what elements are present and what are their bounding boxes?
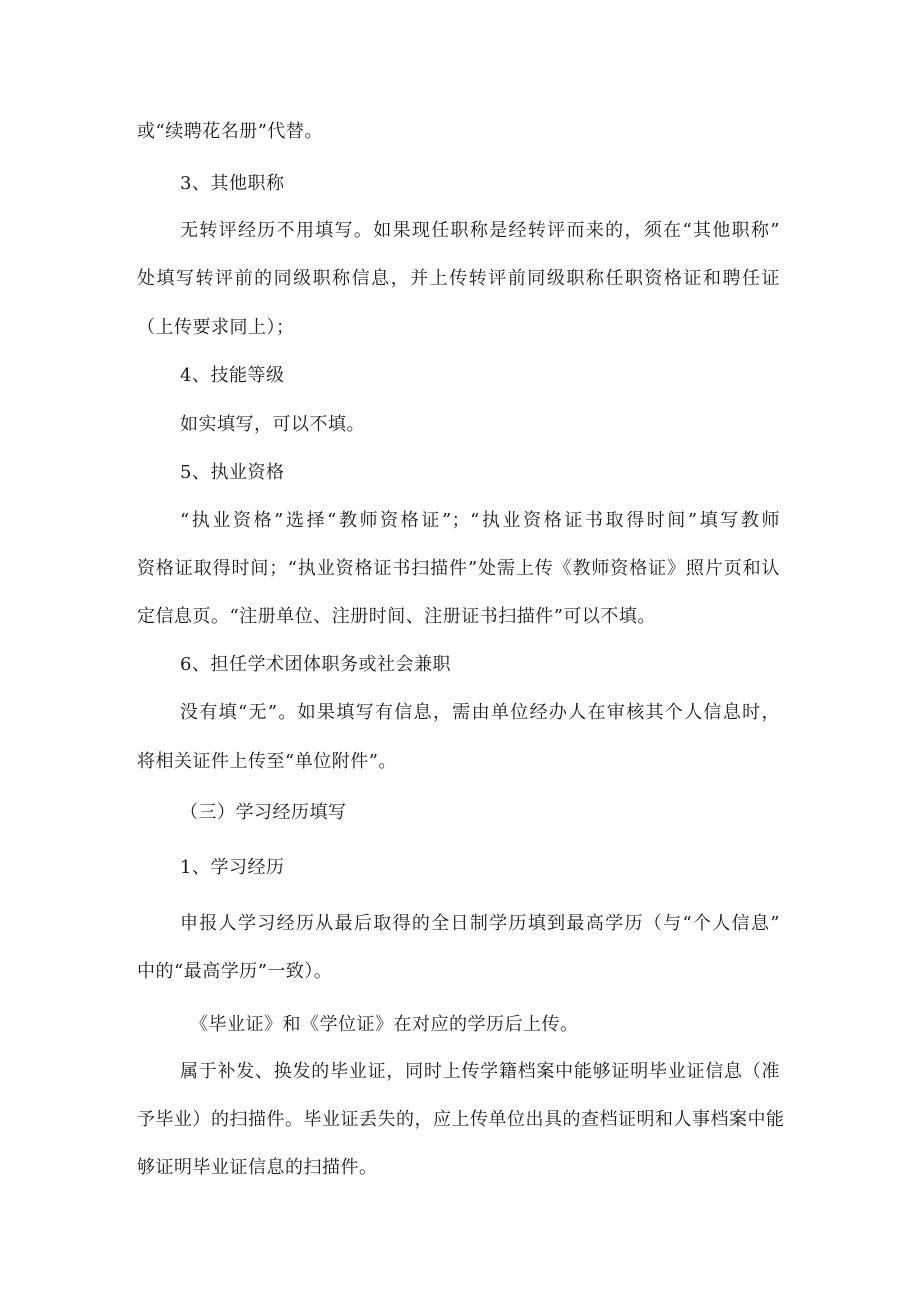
- paragraph-line: 没有填“无”。如果填写有信息，需由单位经办人在审核其个人信息时，: [180, 702, 780, 723]
- section-heading: 6、担任学术团体职务或社会兼职: [180, 654, 451, 675]
- paragraph-line: 或“续聘花名册”代替。: [137, 121, 323, 142]
- paragraph-line: “执业资格”选择“教师资格证”；“执业资格证书取得时间”填写教师: [180, 510, 780, 531]
- paragraph-line: （上传要求同上）；: [137, 317, 295, 338]
- paragraph-line: 够证明毕业证信息的扫描件。: [137, 1157, 378, 1178]
- section-heading: 3、其他职称: [180, 173, 285, 194]
- paragraph-line: 申报人学习经历从最后取得的全日制学历填到最高学历（与“个人信息”: [180, 913, 780, 934]
- section-heading: 4、技能等级: [180, 365, 285, 386]
- paragraph-line: 将相关证件上传至“单位附件”。: [137, 751, 397, 772]
- paragraph-line: 处填写转评前的同级职称信息，并上传转评前同级职称任职资格证和聘任证: [137, 268, 780, 289]
- paragraph-line: 定信息页。“注册单位、注册时间、注册证书扫描件”可以不填。: [137, 606, 656, 627]
- paragraph-line: 《毕业证》和《学位证》在对应的学历后上传。: [190, 1014, 579, 1035]
- subsection-heading: （三）学习经历填写: [180, 802, 347, 823]
- paragraph-line: 属于补发、换发的毕业证，同时上传学籍档案中能够证明毕业证信息（准: [180, 1061, 780, 1082]
- paragraph-line: 如实填写，可以不填。: [180, 414, 365, 435]
- paragraph-line: 予毕业）的扫描件。毕业证丢失的，应上传单位出具的查档证明和人事档案中能: [137, 1109, 785, 1130]
- paragraph-line: 资格证取得时间；“执业资格证书扫描件”处需上传《教师资格证》照片页和认: [137, 558, 780, 579]
- paragraph-line: 无转评经历不用填写。如果现任职称是经转评而来的，须在“其他职称”: [180, 220, 780, 241]
- paragraph-line: 中的“最高学历”一致）。: [137, 961, 333, 982]
- section-heading: 1、学习经历: [180, 857, 285, 878]
- section-heading: 5、执业资格: [180, 462, 285, 483]
